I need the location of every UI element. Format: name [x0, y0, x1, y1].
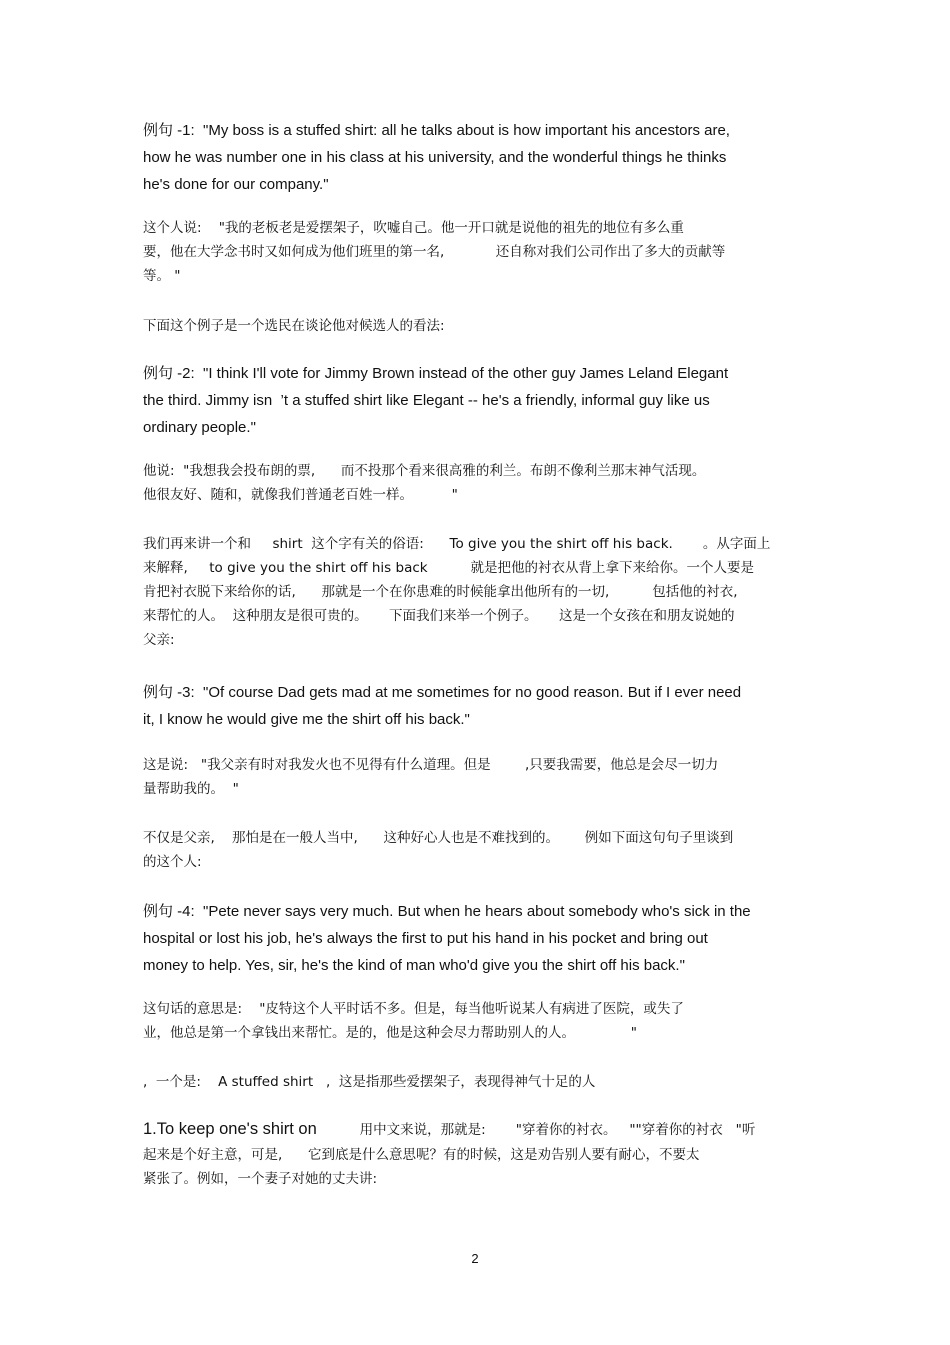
text-line: 紧张了。例如，一个妻子对她的丈夫讲: — [143, 1171, 378, 1187]
example-3-translation — [143, 753, 718, 801]
text-line: 例句 -2: "I think I'll vote for Jimmy Brown instead of the other guy James Leland Elegant — [143, 365, 729, 382]
text-line: 他说: "我想我会投布朗的票, 而不投那个看来很高雅的利兰。布朗不像利兰那末神气活现。 — [143, 463, 706, 479]
text-line: 来解释, to give you the shirt off his back 就是把他的衬衣从背上拿下来给你。一个人要是 — [143, 560, 754, 576]
intro-example-4 — [143, 826, 733, 874]
text-line: 我们再来讲一个和 shirt 这个字有关的俗语: To give you the shirt off his back. 。从字面上 — [143, 536, 771, 552]
example-4-english — [143, 898, 751, 979]
idiom-explanation — [143, 532, 770, 652]
text-line: 例句 -1: "My boss is a stuffed shirt: all he talks about is how important his ancestors are, — [143, 122, 730, 139]
text-line: ordinary people." — [143, 419, 256, 436]
section-heading: 1.To keep one's shirt on — [143, 1120, 317, 1138]
text-line: 例句 -4: "Pete never says very much. But when he hears about somebody who's sick in the — [143, 903, 751, 920]
text-line: 他很友好、随和，就像我们普通老百姓一样。 " — [143, 487, 458, 503]
text-line: the third. Jimmy isn ’t a stuffed shirt like Elegant -- he's a friendly, informal guy like us — [143, 392, 710, 409]
text-line: 业，他总是第一个拿钱出来帮忙。是的，他是这种会尽力帮助别人的人。 " — [143, 1025, 637, 1041]
text-line: 量帮助我的。 " — [143, 781, 239, 797]
text-line: it, I know he would give me the shirt off his back." — [143, 711, 470, 728]
text-line: , 一个是: A stuffed shirt , 这是指那些爱摆架子，表现得神气十足的人 — [143, 1074, 596, 1090]
text-line: money to help. Yes, sir, he's the kind of man who'd give you the shirt off his back." — [143, 957, 685, 974]
intro-example-2 — [143, 314, 445, 338]
text-line: 等。 " — [143, 268, 181, 284]
page-number: 2 — [471, 1251, 479, 1266]
text-line: 起来是个好主意，可是, 它到底是什么意思呢？有的时候，这是劝告别人要有耐心，不要太 — [143, 1147, 700, 1163]
text-line: 不仅是父亲, 那怕是在一般人当中, 这种好心人也是不难找到的。 例如下面这句句子里谈到 — [143, 830, 734, 846]
example-2-translation — [143, 459, 705, 507]
heading-line-rest: 用中文来说，那就是: "穿着你的衬衣。 ""穿着你的衬衣 "听 — [316, 1122, 756, 1138]
text-line: 这句话的意思是: "皮特这个人平时话不多。但是，每当他听说某人有病进了医院，或失了 — [143, 1001, 684, 1017]
section-keep-shirt-on — [143, 1116, 755, 1191]
text-line: 来帮忙的人。 这种朋友是很可贵的。 下面我们来举一个例子。 这是一个女孩在和朋友说她的 — [143, 608, 735, 624]
text-line: 父亲: — [143, 632, 175, 648]
example-1-translation — [143, 216, 725, 288]
example-3-english — [143, 679, 741, 733]
example-4-translation — [143, 997, 684, 1045]
text-line: hospital or lost his job, he's always the first to put his hand in his pocket and bring out — [143, 930, 708, 947]
text-line: 下面这个例子是一个选民在谈论他对候选人的看法: — [143, 318, 445, 334]
heading-line — [143, 1116, 755, 1143]
example-2-english — [143, 360, 728, 441]
text-line: 这是说: "我父亲有时对我发火也不见得有什么道理。但是 ,只要我需要，他总是会尽一切力 — [143, 757, 719, 773]
text-line: 的这个人: — [143, 854, 202, 870]
text-line: 要，他在大学念书时又如何成为他们班里的第一名, 还自称对我们公司作出了多大的贡献等 — [143, 244, 726, 260]
text-line: 这个人说: "我的老板老是爱摆架子，吹嘘自己。他一开口就是说他的祖先的地位有多么重 — [143, 220, 684, 236]
text-line: he's done for our company." — [143, 176, 329, 193]
example-1-english — [143, 117, 730, 198]
text-line: 肯把衬衣脱下来给你的话, 那就是一个在你患难的时候能拿出他所有的一切, 包括他的衬衣, — [143, 584, 738, 600]
text-line: how he was number one in his class at his university, and the wonderful things he thinks — [143, 149, 727, 166]
text-line: 例句 -3: "Of course Dad gets mad at me sometimes for no good reason. But if I ever need — [143, 684, 742, 701]
summary-line — [143, 1070, 595, 1094]
